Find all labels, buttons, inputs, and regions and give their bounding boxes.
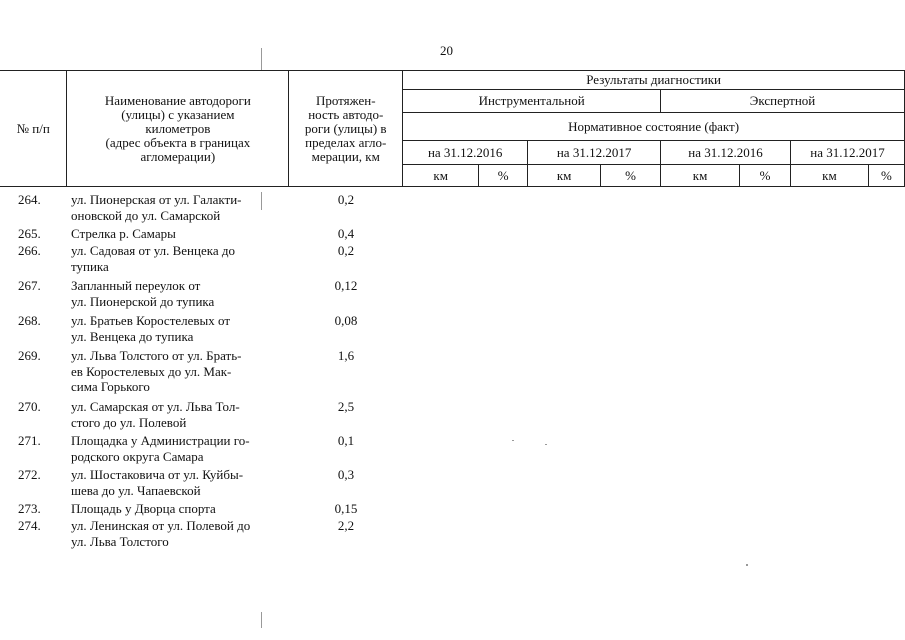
row-number: 265. bbox=[18, 226, 41, 241]
row-number: 266. bbox=[18, 243, 41, 258]
header-unit-percent: % bbox=[868, 165, 904, 187]
header-instrumental: Инструментальной bbox=[403, 90, 661, 113]
row-number: 274. bbox=[18, 518, 41, 533]
road-length: 0,3 bbox=[337, 467, 355, 482]
road-name: ул. Льва Толстого от ул. Брать- ев Коростелевых до ул. Мак- сима Горького bbox=[71, 348, 242, 394]
header-unit-percent: % bbox=[740, 165, 791, 187]
road-length: 0,2 bbox=[337, 192, 355, 207]
header-date: на 31.12.2016 bbox=[403, 141, 528, 165]
road-name: ул. Пионерская от ул. Галакти- оновской до ул. Самарской bbox=[71, 192, 242, 223]
road-name: ул. Самарская от ул. Льва Тол- стого до ул. Полевой bbox=[71, 399, 240, 430]
header-unit-percent: % bbox=[479, 165, 528, 187]
scan-artifact bbox=[512, 440, 514, 441]
row-number: 267. bbox=[18, 278, 41, 293]
road-length: 1,6 bbox=[337, 348, 355, 363]
road-name: Запланный переулок от ул. Пионерской до тупика bbox=[71, 278, 215, 309]
header-date: на 31.12.2017 bbox=[528, 141, 661, 165]
road-name: Стрелка р. Самары bbox=[71, 226, 176, 241]
header-unit-percent: % bbox=[601, 165, 661, 187]
scan-artifact bbox=[261, 192, 262, 210]
header-date: на 31.12.2017 bbox=[790, 141, 904, 165]
table-row bbox=[0, 399, 400, 433]
table-header bbox=[0, 70, 905, 187]
road-length: 2,5 bbox=[337, 399, 355, 414]
road-name: Площадка у Администрации го- родского округа Самара bbox=[71, 433, 250, 464]
table-row bbox=[0, 243, 400, 278]
row-number: 268. bbox=[18, 313, 41, 328]
road-length: 2,2 bbox=[337, 518, 355, 533]
road-length: 0,2 bbox=[337, 243, 355, 258]
table-body bbox=[0, 192, 400, 552]
header-col-road-name: Наименование автодороги (улицы) с указанием километров (адрес объекта в границах агломерации) bbox=[67, 71, 289, 187]
header-unit-km: км bbox=[403, 165, 479, 187]
table-row bbox=[0, 278, 400, 313]
road-name: ул. Ленинская от ул. Полевой до ул. Льва Толстого bbox=[71, 518, 251, 549]
header-unit-km: км bbox=[528, 165, 601, 187]
road-name: ул. Шостаковича от ул. Куйбы- шева до ул. Чапаевской bbox=[71, 467, 244, 498]
scan-artifact bbox=[261, 612, 262, 628]
table-row bbox=[0, 518, 400, 552]
road-name: ул. Садовая от ул. Венцека до тупика bbox=[71, 243, 235, 274]
table-row bbox=[0, 313, 400, 348]
table-row bbox=[0, 348, 400, 399]
table-row bbox=[0, 467, 400, 501]
row-number: 273. bbox=[18, 501, 41, 516]
road-length: 0,08 bbox=[334, 313, 358, 328]
road-name: ул. Братьев Коростелевых от ул. Венцека до тупика bbox=[71, 313, 231, 344]
table-row bbox=[0, 433, 400, 467]
header-col-length: Протяжен- ность автодо- роги (улицы) в пределах агло- мерации, км bbox=[289, 71, 403, 187]
header-expert: Экспертной bbox=[661, 90, 905, 113]
road-name: Площадь у Дворца спорта bbox=[71, 501, 216, 516]
row-number: 271. bbox=[18, 433, 41, 448]
row-number: 264. bbox=[18, 192, 41, 207]
header-diagnostic-results: Результаты диагностики bbox=[403, 71, 905, 90]
scan-artifact bbox=[261, 48, 262, 70]
page-number: 20 bbox=[440, 43, 453, 58]
row-number: 270. bbox=[18, 399, 41, 414]
table-row bbox=[0, 192, 400, 226]
table-row bbox=[0, 501, 400, 518]
header-normative-state: Нормативное состояние (факт) bbox=[403, 113, 905, 141]
road-length: 0,12 bbox=[334, 278, 358, 293]
road-length: 0,1 bbox=[337, 433, 355, 448]
road-length: 0,15 bbox=[334, 501, 358, 516]
row-number: 269. bbox=[18, 348, 41, 363]
road-length: 0,4 bbox=[337, 226, 355, 241]
header-unit-km: км bbox=[661, 165, 740, 187]
row-number: 272. bbox=[18, 467, 41, 482]
scan-artifact bbox=[746, 564, 748, 566]
header-unit-km: км bbox=[790, 165, 868, 187]
scan-artifact bbox=[545, 444, 547, 445]
header-col-number: № п/п bbox=[0, 71, 67, 187]
header-date: на 31.12.2016 bbox=[661, 141, 791, 165]
table-row bbox=[0, 226, 400, 243]
